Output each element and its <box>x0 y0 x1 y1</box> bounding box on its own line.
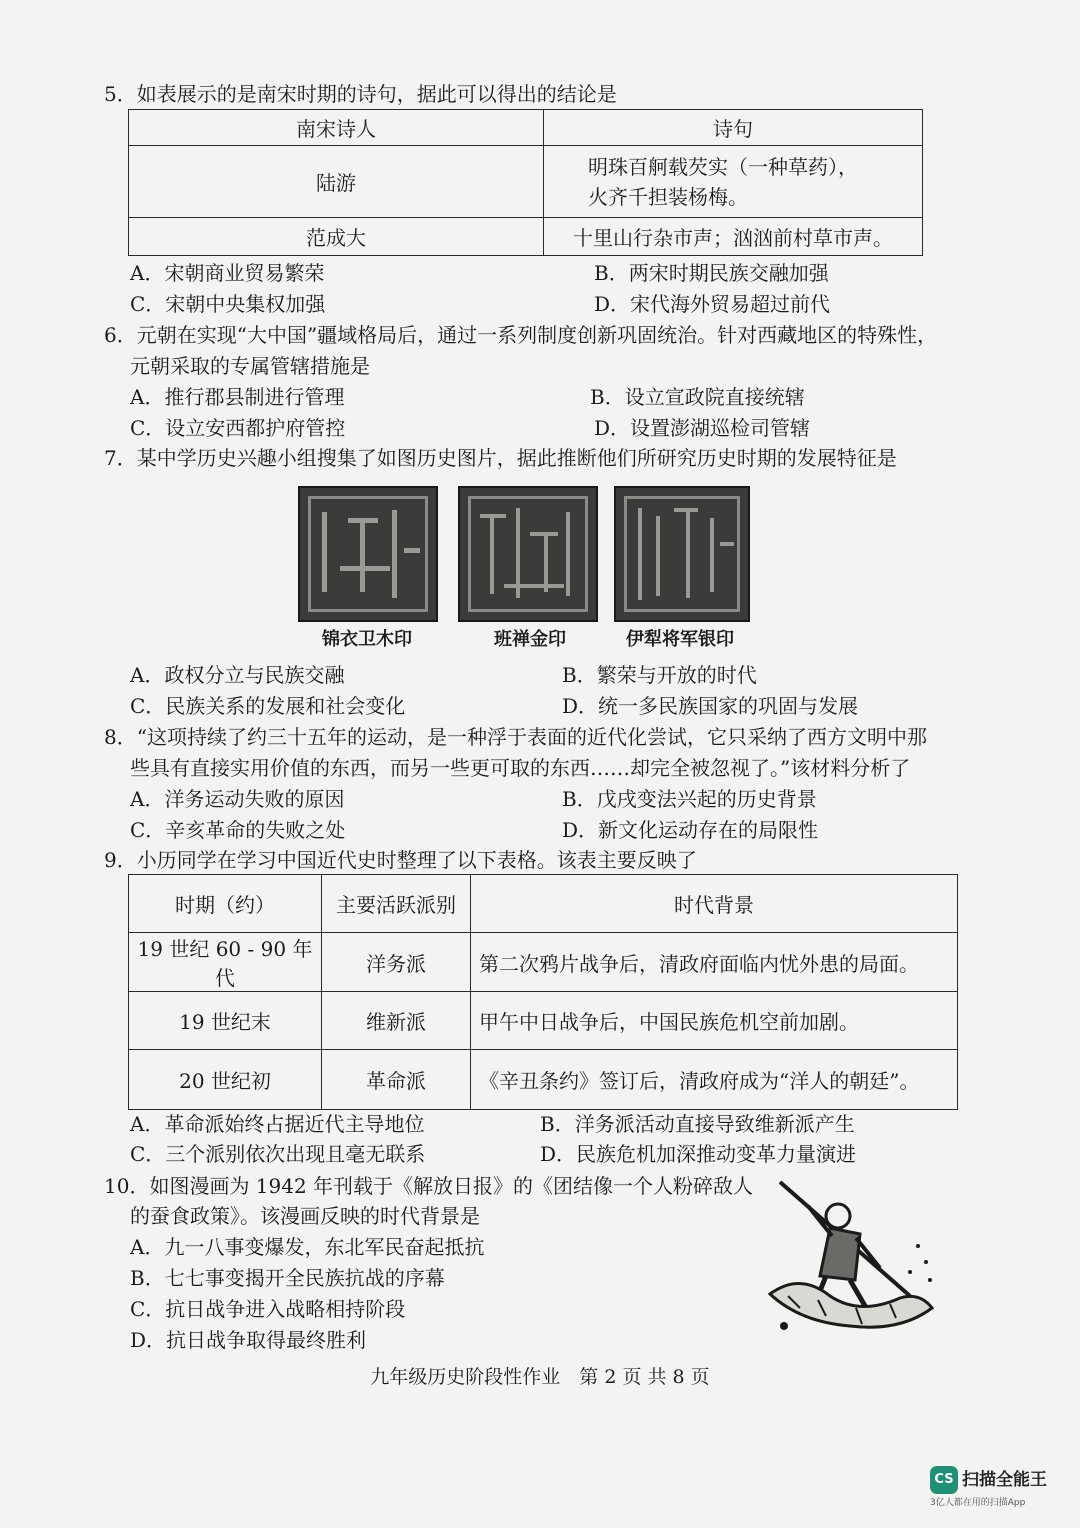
q8-option-c: C．辛亥革命的失败之处 <box>130 818 346 842</box>
cartoon-illustration <box>760 1176 940 1336</box>
seal-image-ili-general <box>614 486 750 622</box>
seal-caption-3: 伊犁将军银印 <box>626 629 734 650</box>
q9-option-c: C．三个派别依次出现且毫无联系 <box>130 1142 426 1166</box>
q9-option-d: D．民族危机加深推动变革力量演进 <box>540 1142 857 1166</box>
q9-row3-faction: 革命派 <box>322 1050 471 1110</box>
q8-option-a: A．洋务运动失败的原因 <box>130 787 345 811</box>
q9-option-a: A．革命派始终占据近代主导地位 <box>130 1112 425 1136</box>
q5-option-c: C．宋朝中央集权加强 <box>130 292 326 316</box>
q5-option-d: D．宋代海外贸易超过前代 <box>594 292 831 316</box>
q9-header-period: 时期（约） <box>129 875 322 933</box>
scanner-watermark-title: 扫描全能王 <box>962 1470 1047 1490</box>
seal-image-jinyiwei <box>298 486 438 622</box>
seal-caption-2: 班禅金印 <box>494 629 566 650</box>
q9-row2-background: 甲午中日战争后，中国民族危机空前加剧。 <box>471 992 958 1050</box>
q6-option-a: A．推行郡县制进行管理 <box>130 385 345 409</box>
q6-stem-line2: 元朝采取的专属管辖措施是 <box>130 354 370 378</box>
q5-row2-verse: 十里山行杂市声；汹汹前村草市声。 <box>544 218 923 256</box>
scanner-logo-icon: CS <box>930 1466 958 1494</box>
q6-option-d: D．设置澎湖巡检司管辖 <box>594 416 811 440</box>
q6-option-c: C．设立安西都护府管控 <box>130 416 346 440</box>
q9-row1-background: 第二次鸦片战争后，清政府面临内忧外患的局面。 <box>471 933 958 992</box>
q8-option-b: B．戊戌变法兴起的历史背景 <box>562 787 817 811</box>
q5-table <box>128 109 923 256</box>
q7-option-a: A．政权分立与民族交融 <box>130 663 345 687</box>
q10-stem-line1: 10．如图漫画为 1942 年刊载于《解放日报》的《团结像一个人粉碎敌人 <box>104 1174 754 1198</box>
q9-row3-background: 《辛丑条约》签订后，清政府成为“洋人的朝廷”。 <box>471 1050 958 1110</box>
q9-table <box>128 874 958 1110</box>
q5-row1-verse <box>544 146 923 218</box>
q5-row1-verse-line2: 火齐千担装杨梅。 <box>588 184 748 209</box>
q9-row1-period: 19 世纪 60 - 90 年代 <box>129 933 322 992</box>
seal-image-panchen <box>458 486 598 622</box>
q10-option-a: A．九一八事变爆发，东北军民奋起抵抗 <box>130 1235 485 1259</box>
q6-option-b: B．设立宣政院直接统辖 <box>590 385 805 409</box>
q8-stem-line2: 些具有直接实用价值的东西，而另一些更可取的东西……却完全被忽视了。”该材料分析了 <box>130 756 911 780</box>
q9-header-background: 时代背景 <box>471 875 958 933</box>
q9-option-b: B．洋务派活动直接导致维新派产生 <box>540 1112 855 1136</box>
q5-stem: 5．如表展示的是南宋时期的诗句，据此可以得出的结论是 <box>104 82 617 106</box>
q9-row2-faction: 维新派 <box>322 992 471 1050</box>
q8-option-d: D．新文化运动存在的局限性 <box>562 818 819 842</box>
q7-stem: 7．某中学历史兴趣小组搜集了如图历史图片，据此推断他们所研究历史时期的发展特征是 <box>104 446 897 470</box>
scanner-watermark-subtitle: 3亿人都在用的扫描App <box>930 1498 1026 1508</box>
q9-row3-period: 20 世纪初 <box>129 1050 322 1110</box>
q10-option-c: C．抗日战争进入战略相持阶段 <box>130 1297 406 1321</box>
q8-stem-line1: 8．“这项持续了约三十五年的运动，是一种浮于表面的近代化尝试，它只采纳了西方文明中那 <box>104 725 927 749</box>
q6-stem-line1: 6．元朝在实现“大中国”疆域格局后，通过一系列制度创新巩固统治。针对西藏地区的特殊性， <box>104 323 938 347</box>
q5-header-verse: 诗句 <box>544 110 923 146</box>
q10-stem-line2: 的蚕食政策》。该漫画反映的时代背景是 <box>130 1204 480 1228</box>
q5-option-b: B．两宋时期民族交融加强 <box>594 261 829 285</box>
page-footer: 九年级历史阶段性作业 第 2 页 共 8 页 <box>370 1366 710 1388</box>
q5-header-poet: 南宋诗人 <box>129 110 544 146</box>
q5-row1-verse-line1: 明珠百舸载芡实（一种草药）， <box>588 154 858 179</box>
q10-option-d: D．抗日战争取得最终胜利 <box>130 1328 367 1352</box>
q9-row1-faction: 洋务派 <box>322 933 471 992</box>
seal-caption-1: 锦衣卫木印 <box>322 629 412 650</box>
q5-row1-poet: 陆游 <box>129 146 544 218</box>
q5-option-a: A．宋朝商业贸易繁荣 <box>130 261 325 285</box>
q9-row2-period: 19 世纪末 <box>129 992 322 1050</box>
q7-option-d: D．统一多民族国家的巩固与发展 <box>562 694 859 718</box>
q7-option-c: C．民族关系的发展和社会变化 <box>130 694 406 718</box>
q7-option-b: B．繁荣与开放的时代 <box>562 663 757 687</box>
q5-row2-poet: 范成大 <box>129 218 544 256</box>
q9-stem: 9．小历同学在学习中国近代史时整理了以下表格。该表主要反映了 <box>104 848 697 872</box>
q9-header-faction: 主要活跃派别 <box>322 875 471 933</box>
q10-option-b: B．七七事变揭开全民族抗战的序幕 <box>130 1266 445 1290</box>
